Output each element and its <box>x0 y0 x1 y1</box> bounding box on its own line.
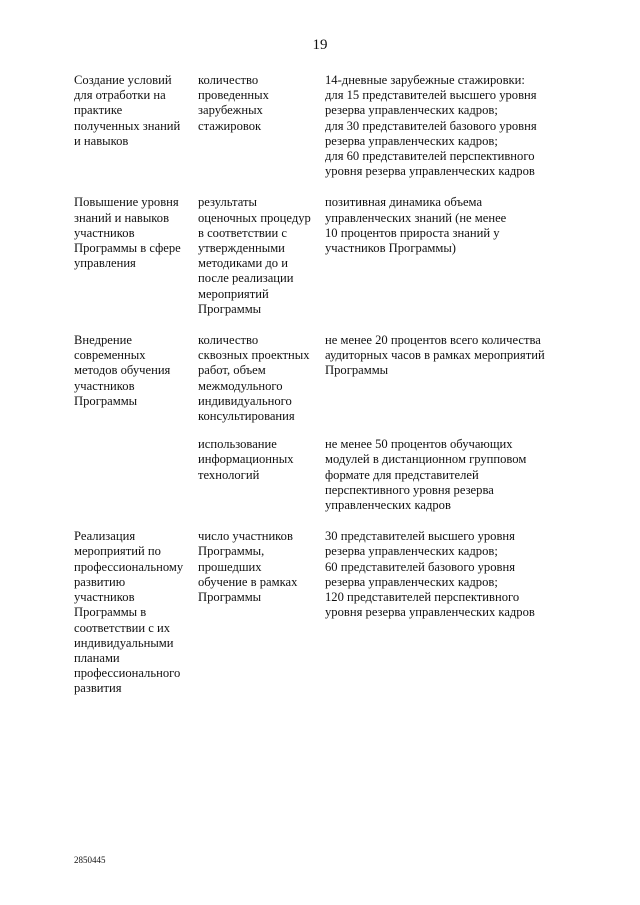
target-cell: не менее 50 процентов обучающих модулей в дистанционном групповом формате для представителей перспективного уровня резерва управленческих кадров <box>325 437 527 513</box>
row-gap <box>74 424 574 437</box>
goal-cell: Внедрение современных методов обучения участников Программы <box>74 333 171 408</box>
row-gap <box>74 317 574 333</box>
goal-cell: Создание условий для отработки на практике полученных знаний и навыков <box>74 73 181 148</box>
table-row <box>74 73 574 179</box>
indicator-cell: результаты оценочных процедур в соответствии с утвержденными методиками до и после реализации мероприятий Программы <box>198 195 311 316</box>
target-cell: не менее 20 процентов всего количества аудиторных часов в рамках мероприятий Программы <box>325 333 545 378</box>
row-gap <box>74 513 574 529</box>
target-cell: позитивная динамика объема управленческих знаний (не менее 10 процентов прироста знаний у участников Программы) <box>325 195 507 256</box>
indicator-cell: число участников Программы, прошедших обучение в рамках Программы <box>198 529 298 605</box>
page-number: 19 <box>312 37 328 53</box>
indicators-table <box>74 73 574 697</box>
goal-cell: Повышение уровня знаний и навыков участников Программы в сфере управления <box>74 195 181 271</box>
indicator-cell: количество сквозных проектных работ, объем межмодульного индивидуального консультирования <box>198 333 310 424</box>
indicator-cell: количество проведенных зарубежных стажировок <box>198 73 269 133</box>
table-row <box>74 195 574 317</box>
target-cell: 14-дневные зарубежные стажировки: для 15 представителей высшего уровня резерва управленческих кадров; для 30 представителей базового уровня резерва управленческих кадров; для 60 представителей перспективного уровня резерва управленческих кадров <box>325 73 537 179</box>
target-cell: 30 представителей высшего уровня резерва управленческих кадров; 60 представителей базового уровня резерва управленческих кадров; 120 представителей перспективного уровня резерва управленческих кадров <box>325 529 535 620</box>
row-gap <box>74 179 574 195</box>
goal-cell: Реализация мероприятий по профессиональному развитию участников Программы в соответствии с их индивидуальными планами профессионального развития <box>74 529 184 696</box>
indicator-cell: использование информационных технологий <box>198 437 294 482</box>
table-row <box>74 333 574 424</box>
table-row <box>74 529 574 696</box>
goal-cell <box>74 437 198 513</box>
document-code: 2850445 <box>74 855 106 865</box>
table-row <box>74 437 574 513</box>
